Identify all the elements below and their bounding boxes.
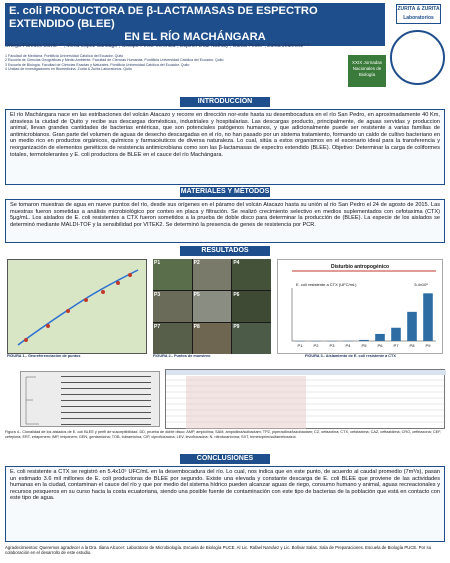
bar-p7 bbox=[391, 328, 401, 341]
photo-p5: P5 bbox=[193, 291, 232, 322]
fig3-caption: FIGURA 3.- Aislamiento de E. coli resistente a CTX bbox=[305, 354, 396, 358]
bar-p9 bbox=[423, 293, 433, 341]
conclusions-heading: CONCLUSIONES bbox=[180, 454, 270, 464]
photo-p6: P6 bbox=[232, 291, 271, 322]
sampling-photos bbox=[153, 259, 271, 354]
zurita-logo: ZURITA & ZURITA Laboratorios bbox=[396, 4, 441, 24]
poster-title bbox=[5, 3, 385, 46]
bar-p6 bbox=[375, 334, 385, 341]
tick-label-p5: P5 bbox=[361, 343, 367, 348]
ctx-chart bbox=[277, 259, 443, 354]
conclusions-text: E. coli resistente a CTX se registró en 5.4x10⁵ UFC/mL en la desembocadura del río. Lo cual, nos indica que en este punto, de acuerdo al caudal promedio (7m³/s), pasan un estimado 3.6 mil millones de E. coli productoras de BLEE por segundo. Existe una elevada y constante descarga de E. coli BLEE que proviene de las actividades humanas en la ciudad, contaminan el cauce del río y que por medio del sistema hídrico pueden alcanzar aguas de riego, consumo humano y animal, aguas recreacionales y recursos pesqueros en su curso hacia la costa ecuatoriana, siendo una posible fuente de contaminación con este tipo de bacterias de la población que está en contacto con este tipo de agua. bbox=[5, 466, 445, 542]
tick-label-p4: P4 bbox=[345, 343, 351, 348]
tick-label-p9: P9 bbox=[425, 343, 431, 348]
tick-label-p2: P2 bbox=[313, 343, 319, 348]
photo-p3: P3 bbox=[153, 291, 192, 322]
methods-heading: MATERIALES Y MÉTODOS bbox=[180, 188, 270, 195]
photo-p9: P9 bbox=[232, 323, 271, 354]
affiliation: 4 Unidad de investigaciones en Biomedicina. Zurita & Zurita Laboratorios. Quito bbox=[5, 66, 132, 71]
chart-ylabel: E. coli resistente a CTX (UFC/mL) bbox=[296, 282, 357, 287]
fig2-caption: FIGURA 2.- Puntos de muestreo bbox=[153, 354, 211, 358]
authors: Ortega-Paredes David¹·²³; Mena-López Santiago¹; Crespo-Pérez Verónica¹; Espinel-Díaz Nathaly¹; Barba Pedro⁴; Zurita Jeannete¹·⁴ bbox=[5, 43, 310, 49]
fig4-caption: Figura 4.- Clonalidad de los aislados de E. coli BLEE y perfil de susceptibilidad. DD, prueba de doble disco; AMP, ampicilina; SAM, ampicilina/sulbactam; TPZ, piperacilina/tazobactam; CZ, cefazolina; CTX, cefotaxima; CAZ, ceftazidima; CRO, ceftriaxona; CEF, cefepima; ERT, ertapenem; IMP, imipenem; GEN, gentamicina; TOB, tobramicina; CIP, ciprofloxacina; LEV, levofloxacina; N, nitrofurantoína; SXT, trimetoprim/sulfametoxazol. bbox=[5, 430, 442, 439]
tick-label-p7: P7 bbox=[393, 343, 399, 348]
fig1-caption: FIGURA 1.- Georeferenciación de puntos bbox=[7, 354, 81, 358]
photo-p8: P8 bbox=[193, 323, 232, 354]
university-seal-logo bbox=[390, 30, 445, 85]
photo-p4: P4 bbox=[232, 259, 271, 290]
tick-label-p6: P6 bbox=[377, 343, 383, 348]
bar-p8 bbox=[407, 312, 417, 341]
results-figures bbox=[5, 257, 445, 367]
chart-title: Disturbio antropogénico bbox=[330, 264, 390, 270]
dendrogram-gel bbox=[20, 371, 160, 427]
photo-p1: P1 bbox=[153, 259, 192, 290]
max-value-annotation: 5.4x10⁵ bbox=[414, 282, 428, 287]
photo-p7: P7 bbox=[153, 323, 192, 354]
methods-text: Se tomaron muestras de agua en nueve puntos del río, desde sus orígenes en el páramo del volcán Atacazo hasta su unión al río San Pedro el 24 de agosto de 2015. Las muestras fueron sometidas a análisis microbiológico por conteo en placa y filtración. Se realizó crecimiento selectivo en medios suplementados con cefotaxima (CTX) 5μg/mL. Los aislados de E. coli resistentes a CTX fueron sometidos a la prueba de doble disco para determinar la producción de (BLEE). La especie de los aislados se determinó mediante MALDI-TOF y la sensibilidad por VITEK2. Se determinó la presencia de genes de resistencia por PCR. bbox=[5, 199, 445, 243]
jornadas-logo: XXIX Jornadas Nacionales de Biología bbox=[348, 55, 386, 87]
intro-heading: INTRODUCCIÓN bbox=[180, 97, 270, 107]
map-drawing bbox=[8, 260, 148, 355]
ctx-chart-svg bbox=[278, 260, 442, 353]
affiliation: 3 Escuela de Biología. Facultad de Ciencias Exactas y Naturales. Pontificia Universidad Católica del Ecuador. Quito bbox=[5, 62, 190, 67]
susceptibility-table bbox=[165, 369, 445, 429]
acknowledgements: Agradecimientos: Queremos agradecer a la Dra. Iliana Alcocer: Laboratorio de Microbiología. Escuela de Biología PUCE. Al Lic. Rafael Narváez y Lic. Bolívar Salas. Sala de Preparaciones. Escuela de Biología PUCE. Por su colaboración en el desarrollo de este estudio. bbox=[5, 545, 432, 555]
georeference-map bbox=[7, 259, 147, 354]
affiliation: 1 Facultad de Medicina. Pontificia Universidad Católica del Ecuador. Quito bbox=[5, 54, 124, 58]
title-line-2: EN EL RÍO MACHÁNGARA bbox=[124, 31, 266, 43]
tick-label-p8: P8 bbox=[409, 343, 415, 348]
clonality-figure bbox=[5, 369, 445, 429]
affiliation: 2 Escuela de Ciencias Geográficas y Medio Ambiente. Facultad de Ciencias Humanas. Pontificia Universidad Católica del Ecuador. Quito bbox=[5, 58, 224, 63]
tick-label-p3: P3 bbox=[329, 343, 335, 348]
results-heading: RESULTADOS bbox=[180, 246, 270, 256]
poster-header bbox=[0, 0, 450, 95]
title-line-1: E. coli PRODUCTORA DE β-LACTAMASAS DE ESPECTRO EXTENDIDO (BLEE) bbox=[9, 5, 318, 30]
affiliations bbox=[5, 54, 305, 71]
photo-p2: P2 bbox=[193, 259, 232, 290]
bar-p5 bbox=[359, 340, 369, 341]
intro-text: El río Machángara nace en las estribaciones del volcán Atacazo y recorre en dirección nor-este hasta su desembocadura en el río San Pedro, en aproximadamente 40 Km, atraviesa la ciudad de Quito y recibe sus descargas domésticas, industriales y hospitalarias. Las descargas producto, principalmente, de aguas servidas y produccion animal, llevan grandes cantidades de bacterias entéricas, que son potenciales patógenos humanos, y que adicionalmente puede ser resistente a varias familias de antimicrobianos. Gran parte del volumen de aguas de desecho descargadas en el río, no han pasado por un sistema tratamiento, formando un caldo de cultivo bacteriano en un medio rico en productos orgánicos, químicos y farmacéuticos de diversa naturaleza. Lo cual, sitúa a estos organismos en el escenario ideal para la transferencia y reorganización de elementos genéticos de resistencia antimicrobiana como son las β-lactamasas de espectro extendido (BLEE). Objetivo: Determinar la carga de coliformes totales, termotolerantes y E. coli productora de BLEE en el cauce del río Machángara. bbox=[5, 109, 445, 185]
tick-label-p1: P1 bbox=[297, 343, 303, 348]
